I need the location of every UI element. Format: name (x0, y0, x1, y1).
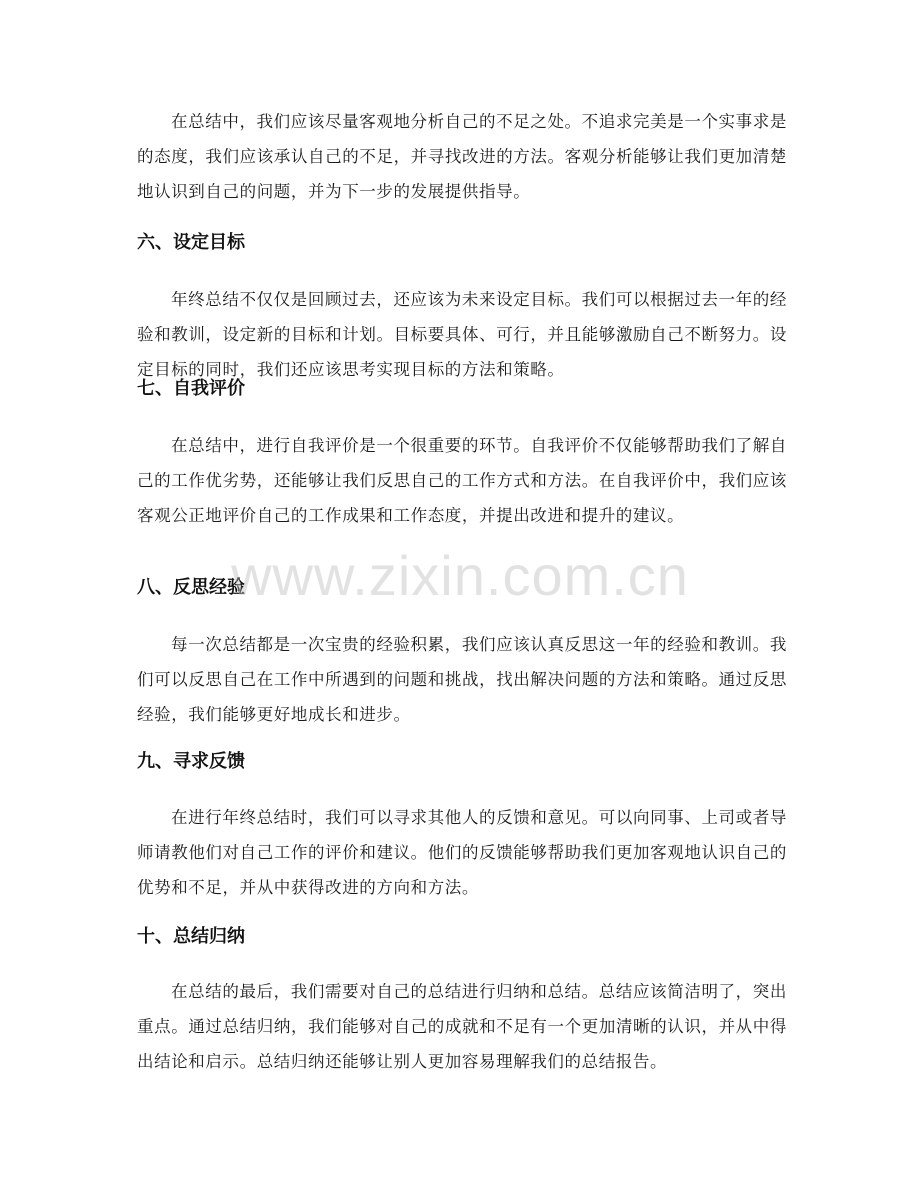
section-body-six: 年终总结不仅仅是回顾过去，还应该为未来设定目标。我们可以根据过去一年的经验和教训，设定新的目标和计划。目标要具体、可行，并且能够激励自己不断努力。设定目标的同时，我们还应该思考实现目标的方法和策略。 (137, 290, 787, 379)
section-heading-eight: 八、反思经验 (137, 577, 245, 598)
section-heading-nine: 九、寻求反馈 (137, 751, 245, 772)
section-body-eight: 每一次总结都是一次宝贵的经验积累，我们应该认真反思这一年的经验和教训。我们可以反思自己在工作中所遇到的问题和挑战，找出解决问题的方法和策略。通过反思经验，我们能够更好地成长和进步。 (137, 635, 787, 724)
section-body-seven: 在总结中，进行自我评价是一个很重要的环节。自我评价不仅能够帮助我们了解自己的工作优劣势，还能够让我们反思自己的工作方式和方法。在自我评价中，我们应该客观公正地评价自己的工作成果和工作态度，并提出改进和提升的建议。 (137, 436, 787, 525)
section-body-ten: 在总结的最后，我们需要对自己的总结进行归纳和总结。总结应该简洁明了，突出重点。通过总结归纳，我们能够对自己的成就和不足有一个更加清晰的认识，并从中得出结论和启示。总结归纳还能够让别人更加容易理解我们的总结报告。 (137, 982, 787, 1071)
section-heading-ten: 十、总结归纳 (137, 926, 245, 947)
section-heading-six: 六、设定目标 (137, 232, 245, 253)
section-body-nine: 在进行年终总结时，我们可以寻求其他人的反馈和意见。可以向同事、上司或者导师请教他们对自己工作的评价和建议。他们的反馈能够帮助我们更加客观地认识自己的优势和不足，并从中获得改进的方向和方法。 (137, 808, 787, 897)
section-heading-seven: 七、自我评价 (137, 378, 245, 399)
watermark-text: www.zixin.com.cn (231, 544, 689, 607)
intro-paragraph: 在总结中，我们应该尽量客观地分析自己的不足之处。不追求完美是一个实事求是的态度，我们应该承认自己的不足，并寻找改进的方法。客观分析能够让我们更加清楚地认识到自己的问题，并为下一步的发展提供指导。 (137, 112, 787, 201)
